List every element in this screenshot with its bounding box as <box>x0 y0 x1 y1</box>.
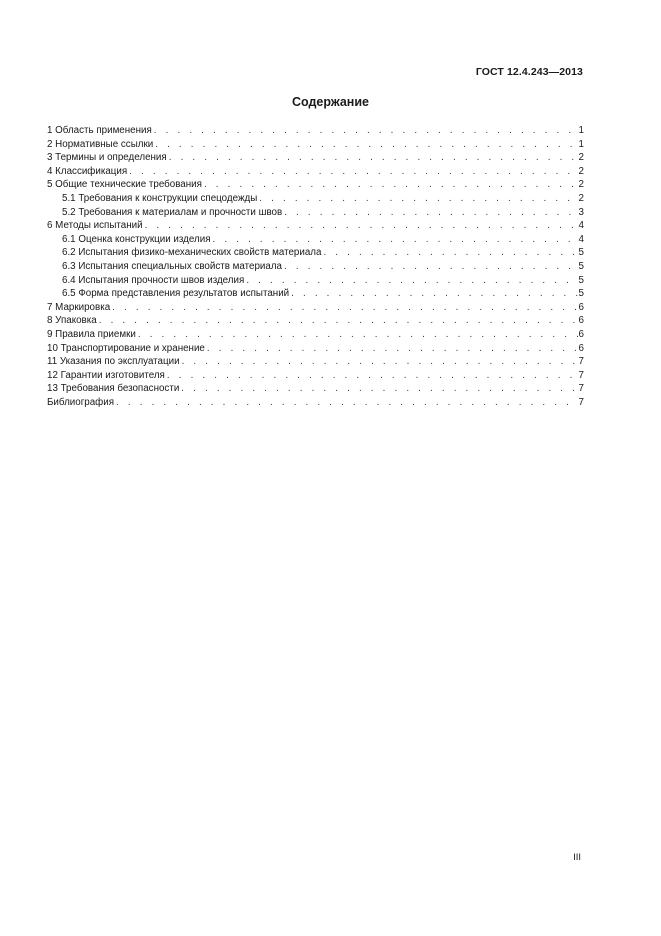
toc-entry[interactable] <box>47 328 584 342</box>
page-number: III <box>573 852 581 863</box>
toc-leader-dots <box>182 355 578 369</box>
toc-entry-label: 11 Указания по эксплуатации <box>47 356 180 368</box>
table-of-contents <box>47 124 584 409</box>
toc-entry-page: 7 <box>578 383 584 395</box>
toc-entry-label: 6.2 Испытания физико-механических свойств материала <box>62 247 322 259</box>
toc-entry[interactable] <box>47 301 584 315</box>
toc-title: Содержание <box>291 95 369 109</box>
toc-entry[interactable] <box>47 396 584 410</box>
toc-leader-dots <box>291 287 577 301</box>
toc-leader-dots <box>155 138 577 152</box>
toc-entry-label: 4 Классификация <box>47 165 128 177</box>
toc-entry[interactable] <box>47 246 584 260</box>
toc-entry-page: 2 <box>578 165 584 177</box>
toc-entry-label: 5 Общие технические требования <box>47 179 202 191</box>
toc-leader-dots <box>284 260 578 274</box>
toc-entry-page: 2 <box>578 179 584 191</box>
toc-entry-label: 12 Гарантии изготовителя <box>47 369 165 381</box>
toc-entry-label: 7 Маркировка <box>47 301 111 313</box>
toc-entry-page: 2 <box>578 192 584 204</box>
toc-entry[interactable] <box>47 192 584 206</box>
toc-entry-label: 5.1 Требования к конструкции спецодежды <box>62 192 258 204</box>
toc-entry-page: 7 <box>578 396 584 408</box>
toc-leader-dots <box>167 369 578 383</box>
toc-entry-page: 5 <box>578 288 584 300</box>
toc-entry-label: 13 Требования безопасности <box>47 383 180 395</box>
toc-entry-label: 5.2 Требования к материалам и прочности швов <box>62 206 283 218</box>
toc-entry[interactable] <box>47 151 584 165</box>
toc-entry-label: 6 Методы испытаний <box>47 220 143 232</box>
toc-entry-label: 9 Правила приемки <box>47 328 136 340</box>
toc-entry-page: 5 <box>578 260 584 272</box>
toc-entry[interactable] <box>47 355 584 369</box>
toc-entry-page: 6 <box>578 315 584 327</box>
toc-leader-dots <box>169 151 578 165</box>
toc-entry-label: 3 Термины и определения <box>47 152 167 164</box>
toc-entry[interactable] <box>47 314 584 328</box>
toc-leader-dots <box>246 274 577 288</box>
toc-entry[interactable] <box>47 342 584 356</box>
toc-entry-label: 6.3 Испытания специальных свойств материала <box>62 260 282 272</box>
toc-entry-page: 4 <box>578 220 584 232</box>
toc-entry[interactable] <box>47 138 584 152</box>
toc-entry[interactable] <box>47 382 584 396</box>
toc-leader-dots <box>323 246 577 260</box>
toc-entry[interactable] <box>47 274 584 288</box>
document-id: ГОСТ 12.4.243—2013 <box>475 66 583 78</box>
toc-leader-dots <box>213 233 578 247</box>
toc-entry[interactable] <box>47 206 584 220</box>
toc-entry[interactable] <box>47 124 584 138</box>
toc-entry-page: 3 <box>578 206 584 218</box>
toc-entry-page: 5 <box>578 274 584 286</box>
toc-entry-label: 6.4 Испытания прочности швов изделия <box>62 274 245 286</box>
toc-entry-label: 6.5 Форма представления результатов испытаний <box>62 288 290 300</box>
toc-leader-dots <box>112 301 577 315</box>
toc-entry[interactable] <box>47 287 584 301</box>
toc-entry-label: 8 Упаковка <box>47 315 97 327</box>
toc-leader-dots <box>207 342 578 356</box>
toc-entry[interactable] <box>47 260 584 274</box>
toc-entry-page: 4 <box>578 233 584 245</box>
toc-leader-dots <box>204 178 578 192</box>
toc-entry[interactable] <box>47 219 584 233</box>
toc-entry-label: 1 Область применения <box>47 125 152 136</box>
toc-entry-page: 7 <box>578 356 584 368</box>
toc-entry-label: 10 Транспортирование и хранение <box>47 342 205 354</box>
toc-entry-page: 7 <box>578 369 584 381</box>
toc-entry-page: 6 <box>578 301 584 313</box>
toc-entry-label: Библиография <box>47 396 115 408</box>
toc-entry-page: 6 <box>578 328 584 340</box>
toc-entry[interactable] <box>47 369 584 383</box>
toc-leader-dots <box>284 206 577 220</box>
toc-entry-page: 2 <box>578 152 584 164</box>
toc-leader-dots <box>154 124 578 138</box>
toc-entry-page: 5 <box>578 247 584 259</box>
toc-entry-label: 6.1 Оценка конструкции изделия <box>62 233 211 245</box>
toc-leader-dots <box>138 328 578 342</box>
toc-entry[interactable] <box>47 233 584 247</box>
toc-entry-page: 1 <box>578 138 584 150</box>
toc-leader-dots <box>145 219 578 233</box>
toc-entry[interactable] <box>47 165 584 179</box>
toc-leader-dots <box>129 165 577 179</box>
toc-leader-dots <box>116 396 578 410</box>
toc-entry[interactable] <box>47 178 584 192</box>
toc-entry-page: 1 <box>578 125 584 136</box>
toc-leader-dots <box>259 192 577 206</box>
toc-entry-page: 6 <box>578 342 584 354</box>
toc-entry-label: 2 Нормативные ссылки <box>47 138 154 150</box>
toc-leader-dots <box>99 314 578 328</box>
toc-leader-dots <box>181 382 577 396</box>
